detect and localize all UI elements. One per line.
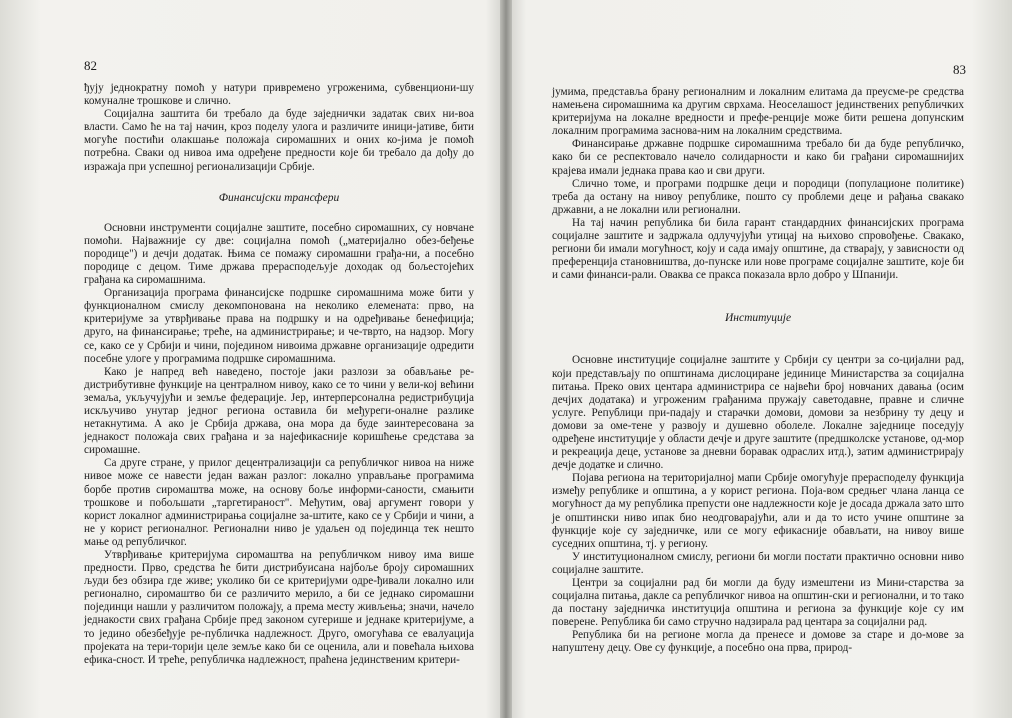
paragraph: Финансирање државне подршке сиромашнима требало би да буде републичко, како би се респектовало начело солидарности и како би грађани сиромашнијих крајева имали једнака права као и сви други. <box>552 138 964 177</box>
left-text-block <box>84 82 474 667</box>
paragraph: Појава региона на територијалној мапи Србије омогућује прерасподелу функција између републике и општина, а у корист региона. Поја-вом средњег члана ланца се могућност да му република препусти оне надлежности које је досада држала зато што је општински ниво ипак био неодговарајући, али и да то исто учине општине за функције које су заједничке, или се могу ефикасније обављати, на нивоу више суседних општина, тј. у региону. <box>552 472 964 550</box>
paragraph: На тај начин република би била гарант стандардних финансијских програма социјалне заштите и задржала одлучујући утицај на њихово спровођење. Свакако, региони би имали могућност, коју и сада имају општине, да стварају, у зависности од преференција становништва, до-пунске или нове програме социјалне заштите, које би и сами финанси-рали. Оваква се пракса показала врло добро у Шпанији. <box>552 216 964 282</box>
right-page <box>508 0 1012 718</box>
paragraph: Социјална заштита би требало да буде заједнички задатак свих ни-воа власти. Само ће на тај начин, кроз поделу улога и различите иници-јативе, бити могуће постићи олакшање положаја сиромашних и оних ко-јима је помоћ потребна. Сваки од нивоа има одређене предности које би требало да дођу до изражаја при успешној регионализацији Србије. <box>84 108 474 173</box>
paragraph: Како је напред већ наведено, постоје јаки разлози за обављање ре-дистрибутивне функције на централном нивоу, како се то чини у вели-кој већини земаља, укључујући и земље федерације. Јер, интерперсонална редистрибуција искључиво унутар једног региона оставила би међуреги-оналне разлике нетакнутима. А ако је Србија држава, она мора да буде заинтересована за једнакост положаја свих грађана и за најефикасније коришћење средстава за сиромашне. <box>84 365 474 457</box>
paragraph: Република би на регионе могла да пренесе и домове за старе и до-мове за напуштену децу. Ове су функције, а посебно она прва, природ- <box>552 629 964 655</box>
section-heading: Институције <box>724 312 792 325</box>
paragraph: У институционалном смислу, региони би могли постати практично основни ниво социјалне заштите. <box>552 550 964 576</box>
paragraph: Основне институције социјалне заштите у Србији су центри за со-цијални рад, који представљају по општинама дислоциране јединице Министарства за социјална питања. Преко ових центара администрира се највећи број новчаних давања (осим дечјих додатака) и угроженим грађанима пружају саветодавне, правне и сличне услуге. Републици при-падају и старачки домови, домови за незбрину ту децу и домови за оме-тене у развоју и душевно оболеле. Локалне заједнице поседују одређене институције у области дечје и друге заштите (предшколске установе, од-мор и рекреација деце, установе за дневни боравак одраслих итд.), затим администрирају дечје додатке и слично. <box>552 354 964 472</box>
page-number-right: 83 <box>953 62 966 77</box>
paragraph: Са друге стране, у прилог децентрализацији са републичког нивоа на ниже нивое може се навести један важан разлог: локално управљање програмима борбе против сиромаштва може, на основу боље информи-саности, смањити трошкове и побољшати „таргетираност". Међутим, овај аргумент говори у корист локалног администрирања социјалне за-штите, како се у Србији и чини, а не у корист регионалног. Регионални ниво је удаљен од појединца тек нешто мање од републичког. <box>84 457 474 548</box>
section-heading: Финансијски трансфери <box>218 191 340 204</box>
left-page <box>0 0 504 718</box>
right-text-block <box>552 86 964 656</box>
paragraph: Организација програма финансијске подршке сиромашнима може бити у функционалном смислу декомпонована на неколико елемената: прво, на критеријуме за утврђивање права на подршку и на одређивање бенефиција; друго, на финансирање; треће, на администрирање; и че-тврто, на надзор. Могу се, како се у Србији и чини, поједином нивоима државне организације одредити посебне улоге у програмима подршке сиромашнима. <box>84 287 474 365</box>
paragraph: Утврђивање критеријума сиромаштва на републичком нивоу има више предности. Прво, средства ће бити дистрибуисана најбоље броју сиромашних људи без обзира где живе; уколико би се критеријуми одре-ђивали локално или регионално, сиромаштво би се различито мерило, а би се једнако сиромашни појединци нашли у различитом положају, а према месту живљења; значи, начело једнакости свих грађана Србије пред законом сугерише и једнаке критеријуме, а то једино обезбеђује ре-публичка надлежност. Друго, омогућава се евалуација пројеката на тери-торији целе земље како би се оценила, али и повећала њихова ефика-сност. И треће, републичка надлежност, праћена јединственим критери- <box>84 549 474 666</box>
paragraph: јумима, представља брану регионалним и локалним елитама да преусме-ре средства намењена сиромашнима ка другим сврхама. Неоселашост јединствених републичких критеријума на локалне вредности и префе-ренције може бити решена допунским локалним програмима заснова-ним на локалним средствима. <box>552 86 964 138</box>
page-number-left: 82 <box>84 58 97 73</box>
paragraph: Основни инструменти социјалне заштите, посебно сиромашних, су новчане помоћи. Најважније су две: социјална помоћ („материјално обез-беђење породице") и дечји додатак. Њима се помажу сиромашни грађа-ни, а посебно породице с децом. Тиме држава прерасподељује доходак од бољестојећих грађана ка сиромашнима. <box>84 221 474 287</box>
paragraph: ђују једнократну помоћ у натури привремено угроженима, субвенциони-шу комуналне трошкове и слично. <box>84 82 474 108</box>
paragraph: Слично томе, и програми подршке деци и породици (популационе политике) треба да остану на нивоу републике, пошто су проблеми деце и рађања свакако државни, а не локални или регионални. <box>552 177 964 216</box>
paragraph: Центри за социјални рад би могли да буду измештени из Мини-старства за социјална питања, дакле са републичког нивоа на општин-ски и регионални, и то тако да постану заједничка институција општина и региона за функције које су им поверене. Република би само стручно надзирала рад центара за социјални рад. <box>552 577 964 629</box>
